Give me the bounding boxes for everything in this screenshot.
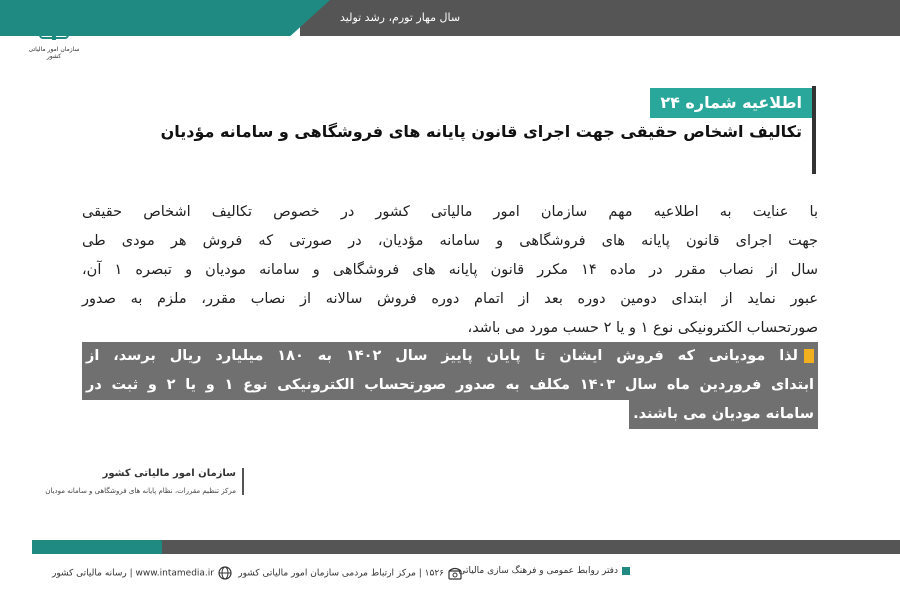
highlight-line — [82, 342, 818, 371]
footer-call-text: ۱۵۲۶ | مرکز ارتباط مردمی سازمان امور مالیاتی کشور — [238, 568, 444, 579]
teal-square-icon — [622, 567, 630, 575]
body-line: با عنایت به اطلاعیه مهم سازمان امور مالیاتی کشور در خصوص تکالیف اشخاص حقیقی — [82, 204, 818, 220]
bullet-square-icon — [804, 349, 814, 363]
body-line: سال از نصاب مقرر در ماده ۱۴ مکرر قانون پایانه های فروشگاهی و سامانه مودیان و تبصره ۱ آن، — [82, 262, 818, 278]
title-divider — [812, 86, 816, 174]
footer-accent-band — [32, 540, 162, 554]
phone-icon — [448, 566, 462, 580]
highlight-line-text: لذا مودیانی که فروش ایشان تا پایان پاییز سال ۱۴۰۲ به ۱۸۰ میلیارد ریال برسد، از — [86, 348, 798, 364]
signature-department: مرکز تنظیم مقررات، نظام پایانه های فروشگاهی و سامانه مودیان — [45, 487, 236, 495]
announcement-title: تکالیف اشخاص حقیقی جهت اجرای قانون پایانه های فروشگاهی و سامانه مؤدیان — [160, 122, 802, 141]
footer-pr — [458, 566, 630, 576]
footer-web-text[interactable]: www.intamedia.ir | رسانه مالیاتی کشور — [52, 568, 214, 579]
globe-icon — [218, 566, 232, 580]
footer-pr-text: دفتر روابط عمومی و فرهنگ سازی مالیاتی — [458, 566, 618, 576]
body-line: عبور نماید از ابتدای دومین دوره بعد از اتمام دوره فروش سالانه از نصاب مقرر، ملزم به صدور — [82, 291, 818, 307]
announcement-number: اطلاعیه شماره ۲۴ — [650, 88, 812, 118]
highlight-paragraph — [82, 342, 818, 429]
announcement-body — [82, 198, 818, 343]
highlight-line: ابتدای فروردین ماه سال ۱۴۰۳ مکلف به صدور صورتحساب الکترونیکی نوع ۱ و یا ۲ و ثبت در — [82, 371, 818, 400]
tax-organization-logo-icon — [38, 8, 70, 46]
footer-call-center — [238, 566, 462, 580]
logo-caption: سازمان امور مالیاتی کشور — [28, 46, 80, 60]
signature-block — [36, 468, 244, 495]
body-line: جهت اجرای قانون پایانه های فروشگاهی و سامانه مؤدیان، در صورتی که فروش هر مودی طی — [82, 233, 818, 249]
signature-org: سازمان امور مالیاتی کشور — [102, 468, 236, 479]
body-line: صورتحساب الکترونیکی نوع ۱ و یا ۲ حسب مورد می باشد، — [467, 320, 818, 336]
highlight-line: سامانه مودیان می باشند. — [629, 400, 818, 429]
header-slogan: سال مهار تورم، رشد تولید — [340, 11, 461, 24]
footer-website[interactable] — [52, 566, 232, 580]
